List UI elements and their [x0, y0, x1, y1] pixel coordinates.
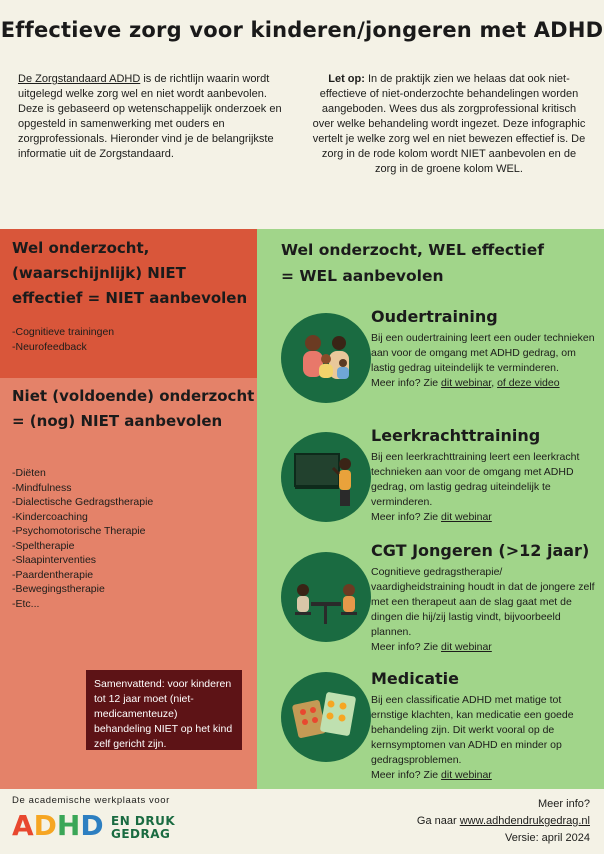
- section-title: Medicatie: [371, 669, 459, 688]
- section-body: Bij een leerkrachttraining leert een leerkracht technieken aan voor de omgang met ADHD gedrag, om lastig gedrag uiteindelijk te verminderen.: [371, 451, 580, 508]
- more-info-label: Meer info? Zie: [371, 377, 442, 389]
- version-label: Versie: april 2024: [505, 832, 590, 844]
- more-info-label: Meer info? Zie: [371, 769, 442, 781]
- zorgstandaard-link[interactable]: De Zorgstandaard ADHD: [18, 73, 141, 85]
- list-item: -Paardentherapie: [12, 568, 94, 581]
- video-link[interactable]: of deze video: [497, 377, 560, 389]
- intro-right: [310, 72, 588, 177]
- website-link[interactable]: www.adhdendrukgedrag.nl: [459, 815, 590, 827]
- logo-letter: D: [33, 809, 57, 842]
- list-item: -Dialectische Gedragstherapie: [12, 496, 154, 508]
- section-title: Leerkrachttraining: [371, 426, 541, 445]
- intro-left: [18, 72, 290, 162]
- more-info-label: Meer info? Zie: [371, 511, 442, 523]
- list-item: -Bewegingstherapie: [12, 583, 105, 595]
- not-effective-heading-line-2: (waarschijnlijk) NIET: [12, 264, 186, 282]
- more-info-label: Meer info? Zie: [371, 641, 442, 653]
- effective-heading-line-1: Wel onderzocht, WEL effectief: [281, 241, 544, 259]
- warning-label: Let op:: [328, 73, 365, 85]
- logo-subtitle-line-1: EN DRUK: [111, 814, 176, 828]
- list-item: -Speltherapie: [12, 539, 75, 552]
- logo-letter: D: [80, 809, 104, 842]
- page-title: Effectieve zorg voor kinderen/jongeren met ADHD: [0, 18, 604, 42]
- effective-heading-line-2: = WEL aanbevolen: [281, 267, 444, 285]
- not-researched-heading-line-2: = (nog) NIET aanbevolen: [12, 412, 223, 430]
- teacher-blackboard-icon: [281, 432, 371, 522]
- logo-letter: H: [56, 809, 81, 842]
- footer-info: [417, 796, 590, 847]
- therapy-session-icon: [281, 552, 371, 642]
- not-effective-heading-line-3: effectief = NIET aanbevolen: [12, 289, 248, 307]
- not-effective-heading-line-1: Wel onderzocht,: [12, 239, 150, 257]
- list-item: -Etc...: [12, 597, 40, 610]
- webinar-link[interactable]: dit webinar: [441, 511, 492, 523]
- goto-label: Ga naar: [416, 815, 460, 827]
- intro-right-text: In de praktijk zien we helaas dat ook niet- effectieve of niet-onderzochte behandelingen worden aangeboden. Wees dus als zorgprofessional kritisch over welke behandeling wordt ingezet. Deze infographic vertelt je welke zorg wel en niet bewezen effectief is. De zorg in de rode kolom wordt NIET aanbevolen en de zorg in de groene kolom WEL.: [312, 73, 586, 175]
- webinar-link[interactable]: dit webinar: [441, 377, 492, 389]
- list-item: -Neurofeedback: [12, 340, 87, 353]
- list-item: -Diëten: [12, 467, 46, 479]
- not-researched-heading-line-1: Niet (voldoende) onderzocht: [12, 387, 255, 405]
- section-body: Bij een oudertraining leert een ouder technieken aan voor de omgang met ADHD gedrag, om lastig gedrag uiteindelijk te verminderen.: [371, 332, 595, 374]
- list-item: -Mindfulness: [12, 481, 72, 494]
- list-item: -Kindercoaching: [12, 510, 88, 523]
- webinar-link[interactable]: dit webinar: [441, 769, 492, 781]
- logo-subtitle-line-2: GEDRAG: [111, 827, 171, 841]
- section-body: Bij een classificatie ADHD met matige tot ernstige klachten, kan medicatie een goede behandeling zijn. Dit werkt vooral op de kernsymptomen van ADHD en minder op gedragsproblemen.: [371, 694, 574, 766]
- intro-left-text: is de richtlijn waarin wordt uitgelegd welke zorg wel en niet wordt aanbevolen. Deze is gebaseerd op wetenschappelijk onderzoek en opgesteld in samenwerking met ouders en zorgprofessionals. Hieronder vind je de belangrijkste informatie uit de Zorgstandaard.: [18, 73, 282, 160]
- section-title: Oudertraining: [371, 307, 498, 326]
- adhd-logo: [12, 809, 104, 842]
- list-item: -Psychomotorische Therapie: [12, 525, 146, 537]
- medication-pills-icon: [281, 672, 371, 762]
- section-title: CGT Jongeren (>12 jaar): [371, 541, 590, 560]
- effective-column: [257, 229, 604, 789]
- not-effective-column: [0, 229, 257, 378]
- footer-label: De academische werkplaats voor: [12, 795, 170, 806]
- logo-letter: A: [12, 809, 34, 842]
- logo-subtitle: [111, 815, 175, 841]
- list-item: -Slaapinterventies: [12, 554, 97, 566]
- more-info-heading: Meer info?: [538, 798, 590, 810]
- section-body: Cognitieve gedragstherapie/ vaardigheidstraining houdt in dat de jongere zelf met een therapeut aan de slag gaat met de dingen die hij/zij lastig vindt, bijvoorbeeld plannen.: [371, 566, 595, 638]
- webinar-link[interactable]: dit webinar: [441, 641, 492, 653]
- summary-box: Samenvattend: voor kinderen tot 12 jaar moet (niet-medicamenteuze) behandeling NIET op het kind zelf gericht zijn.: [86, 670, 242, 750]
- separator: ,: [491, 377, 498, 389]
- list-item: -Cognitieve trainingen: [12, 326, 115, 338]
- parents-children-icon: [281, 313, 371, 403]
